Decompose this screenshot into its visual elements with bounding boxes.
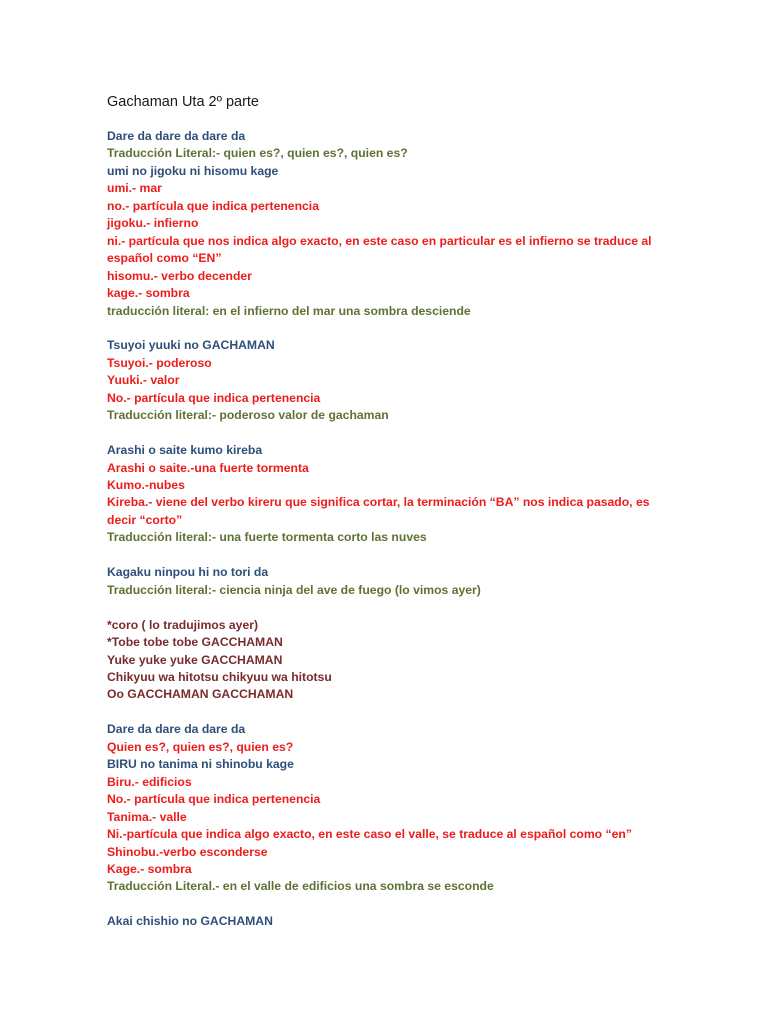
text-line: Arashi o saite kumo kireba (107, 443, 263, 458)
paragraph-gap (107, 599, 667, 616)
text-line: Oo GACCHAMAN GACCHAMAN (107, 687, 294, 702)
text-line: Traducción literal:- una fuerte tormenta corto las nuves (107, 530, 427, 545)
paragraph-gap (107, 425, 667, 442)
text-line: Chikyuu wa hitotsu chikyuu wa hitotsu (107, 669, 332, 684)
text-line: *Tobe tobe tobe GACCHAMAN (107, 635, 283, 650)
text-line: Tsuyoi.- poderoso (107, 355, 212, 370)
text-line: *coro ( lo tradujimos ayer) (107, 617, 259, 632)
document-title: Gachaman Uta 2º parte (107, 94, 259, 110)
text-line: Tsuyoi yuuki no GACHAMAN (107, 338, 275, 353)
paragraph-gap (107, 896, 667, 913)
text-line: Dare da dare da dare da (107, 722, 246, 737)
text-line: Traducción Literal:- quien es?, quien es?, quien es? (107, 146, 408, 161)
text-line: no.- partícula que indica pertenencia (107, 198, 319, 213)
text-line: hisomu.- verbo decender (107, 268, 252, 283)
paragraph-gap (107, 704, 667, 721)
text-line: umi no jigoku ni hisomu kage (107, 163, 279, 178)
text-line: Tanima.- valle (107, 809, 187, 824)
text-line: traducción literal: en el infierno del mar una sombra desciende (107, 303, 471, 318)
text-line: Shinobu.-verbo esconderse (107, 844, 268, 859)
text-line: Traducción literal:- poderoso valor de gachaman (107, 408, 389, 423)
text-line: Kagaku ninpou hi no tori da (107, 565, 269, 580)
text-line: Traducción literal:- ciencia ninja del ave de fuego (lo vimos ayer) (107, 582, 481, 597)
text-line: Yuke yuke yuke GACCHAMAN (107, 652, 283, 667)
text-line: Akai chishio no GACHAMAN (107, 914, 273, 929)
text-line: Kumo.-nubes (107, 478, 185, 493)
text-line: Kage.- sombra (107, 861, 192, 876)
paragraph-gap (107, 547, 667, 564)
text-line: jigoku.- infierno (107, 216, 199, 231)
text-line: ni.- partícula que nos indica algo exacto, en este caso en particular es el infierno se traduce al español como “EN” (107, 233, 652, 266)
text-line: Traducción Literal.- en el valle de edificios una sombra se esconde (107, 879, 494, 894)
paragraph-gap (107, 320, 667, 337)
text-line: Dare da dare da dare da (107, 129, 246, 143)
text-line: No.- partícula que indica pertenencia (107, 792, 321, 807)
text-line: umi.- mar (107, 181, 162, 196)
text-line: No.- partícula que indica pertenencia (107, 390, 321, 405)
text-line: Arashi o saite.-una fuerte tormenta (107, 460, 309, 475)
text-line: Quien es?, quien es?, quien es? (107, 739, 294, 754)
document-body (107, 128, 667, 931)
text-line: BIRU no tanima ni shinobu kage (107, 757, 294, 772)
text-line: kage.- sombra (107, 286, 190, 301)
text-line: Yuuki.- valor (107, 373, 180, 388)
text-line: Kireba.- viene del verbo kireru que significa cortar, la terminación “BA” nos indica pasado, es decir “corto” (107, 495, 650, 527)
text-line: Ni.-partícula que indica algo exacto, en este caso el valle, se traduce al español como “en” (107, 827, 632, 842)
text-line: Biru.- edificios (107, 774, 192, 789)
